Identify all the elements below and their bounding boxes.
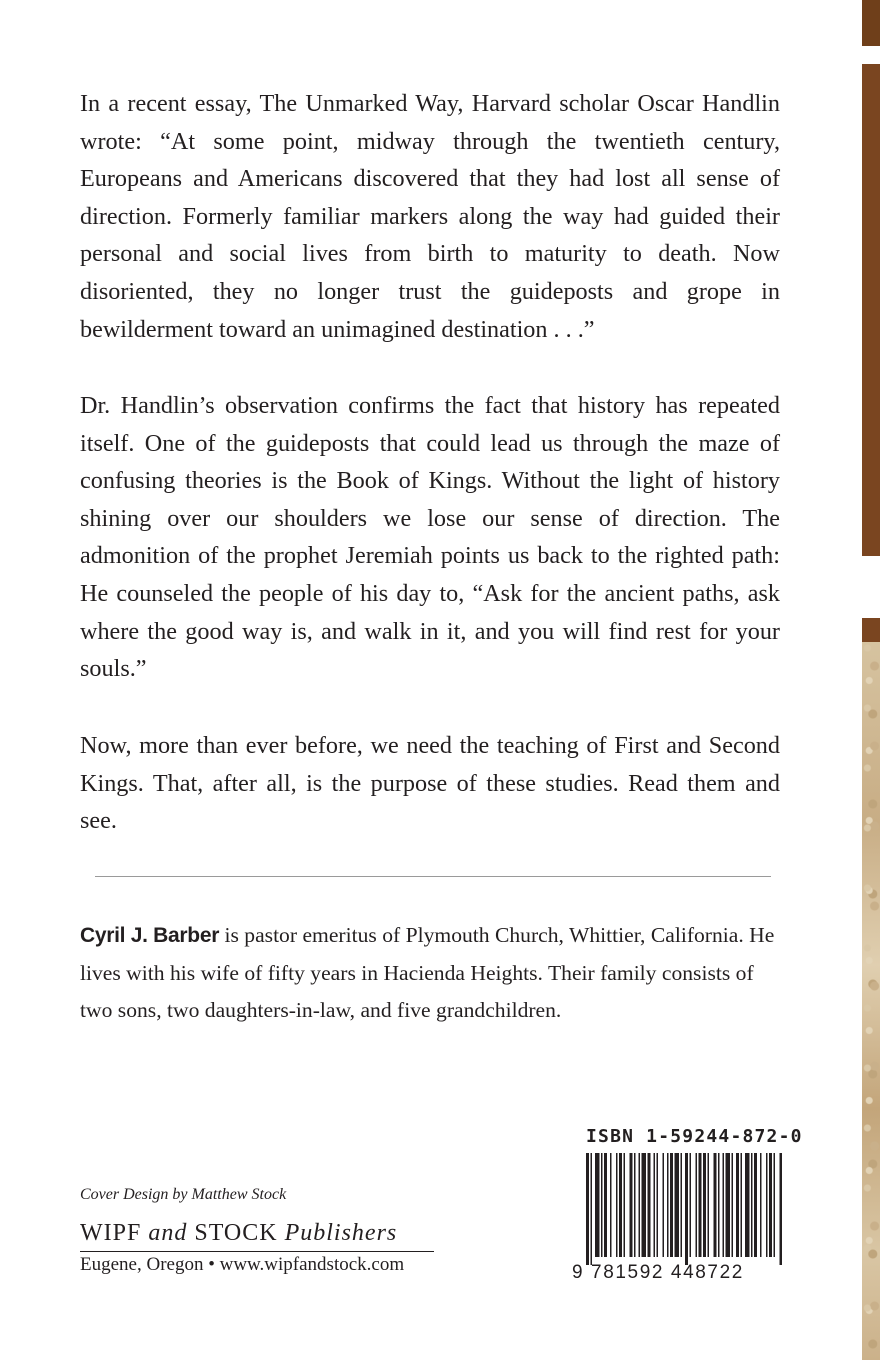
publisher-stock: STOCK: [187, 1220, 285, 1246]
paragraph-conclusion: Now, more than ever before, we need the teaching of First and Second Kings. That, after all, is the purpose of these studies. Read them and see.: [80, 732, 780, 835]
spine-stone-texture: [862, 642, 880, 1360]
publisher-and: and: [148, 1220, 188, 1246]
author-bio-text: is pastor emeritus of Plymouth Church, Whittier, California. He lives with his wife of fifty years in Hacienda Heights. Their family consists of two sons, two daughters-in-law, and five grandchildren.: [80, 923, 775, 1022]
spine-lower-band: [862, 618, 880, 642]
spine-top-band: [862, 0, 880, 46]
isbn-label: ISBN 1-59244-872-0: [586, 1126, 803, 1147]
paragraph-handlin-quote: In a recent essay, The Unmarked Way, Harvard scholar Oscar Handlin wrote: “At some point, midway through the twentieth century, Europeans and Americans discovered that they had lost all sense of direction. Formerly familiar markers along the way had guided their personal and social lives from birth to maturity to death. Now disoriented, they no longer trust the guideposts and grope in bewilderment toward an unimagined destination . . .”: [80, 90, 780, 343]
publisher-rule: [80, 1251, 434, 1252]
barcode-digits: 9 781592 448722: [572, 1262, 744, 1283]
publisher-name: [80, 1220, 397, 1247]
publisher-publishers: Publishers: [284, 1220, 398, 1246]
barcode-image: [586, 1153, 782, 1265]
cover-design-credit: Cover Design by Matthew Stock: [80, 1186, 287, 1203]
paragraph-observation: Dr. Handlin’s observation confirms the fact that history has repeated itself. One of the guideposts that could lead us through the maze of confusing theories is the Book of Kings. Without the light of history shining over our shoulders we lose our sense of direction. The admonition of the prophet Jeremiah points us back to the righted path: He counseled the people of his day to, “Ask for the ancient paths, ask where the good way is, and walk in it, and you will find rest for your souls.”: [80, 392, 780, 683]
publisher-location: Eugene, Oregon • www.wipfandstock.com: [80, 1254, 405, 1275]
author-bio: [80, 917, 780, 1030]
author-name: Cyril J. Barber: [80, 924, 220, 947]
publisher-wipf: WIPF: [80, 1220, 149, 1246]
section-divider: [95, 876, 771, 877]
spine-brown-bar: [862, 64, 880, 556]
